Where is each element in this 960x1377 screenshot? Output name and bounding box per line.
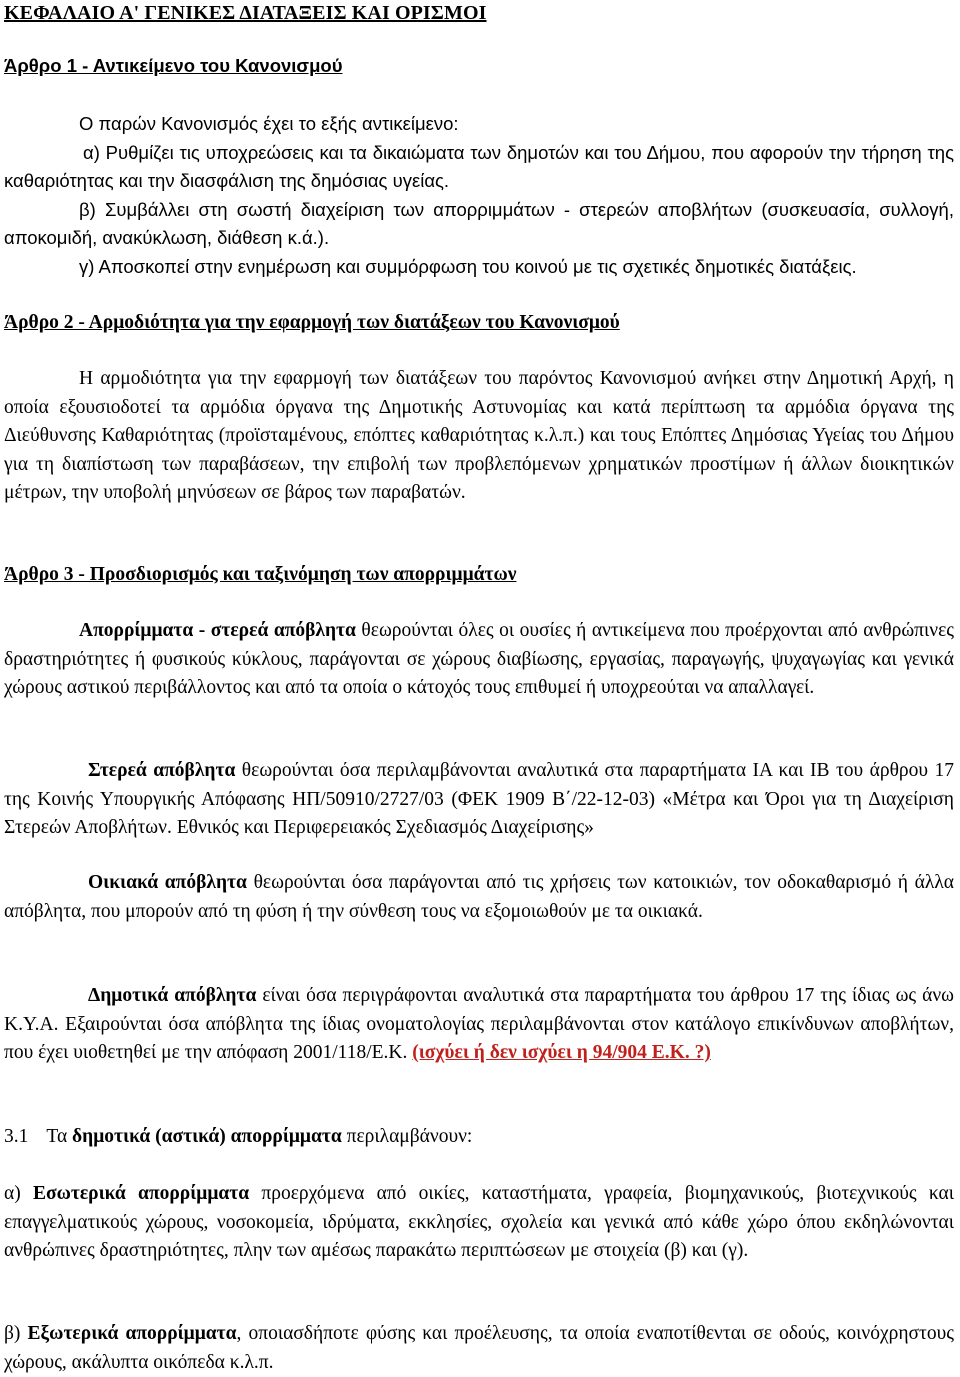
item-internal-waste [4,1180,954,1266]
article-2-body-wrap [4,365,954,508]
item-external-waste [4,1320,954,1377]
definition-municipal-waste-text: είναι όσα περιγράφονται αναλυτικά στα παραρτήματα του άρθρου 17 της ίδιας ως άνω Κ.Υ.Α. Εξαιρούνται όσα απόβλητα της ίδιας ονοματολογίας περιλαμβάνονται στον κατάλογο επικίνδυνων αποβλήτων, που έχει υιοθετηθεί με την απόφαση 2001/118/Ε.Κ. [4,985,954,1064]
definition-solid-waste-paragraph [4,757,954,843]
article-1-item-a: α) Ρυθμίζει τις υποχρεώσεις και τα δικαιώματα των δημοτών και του Δήμου, που αφορούν την τήρηση της καθαριότητας και την διασφάλιση της δημόσιας υγείας. [4,141,954,192]
article-2-heading: Άρθρο 2 - Αρμοδιότητα για την εφαρμογή των διατάξεων του Κανονισμού [4,312,620,333]
section-3-1-term: δημοτικά (αστικά) απορρίμματα [72,1126,342,1147]
article-2 [4,309,954,338]
article-1-item-c: γ) Αποσκοπεί στην ενημέρωση και συμμόρφωση του κοινού με τις σχετικές δημοτικές διατάξεις. [79,255,857,277]
section-3-1-post: περιλαμβάνουν: [341,1126,473,1147]
section-3-1-paragraph [4,1123,954,1152]
definition-household-waste [4,869,954,926]
article-3-heading: Άρθρο 3 - Προσδιορισμός και ταξινόμηση των απορριμμάτων [4,564,517,585]
section-3-1-number: 3.1 [4,1126,29,1147]
chapter-title: ΚΕΦΑΛΑΙΟ Α' ΓΕΝΙΚΕΣ ΔΙΑΤΑΞΕΙΣ ΚΑΙ ΟΡΙΣΜΟΙ [4,2,487,24]
definition-solid-waste [4,757,954,843]
item-internal-waste-text: προερχόμενα από οικίες, καταστήματα, γραφεία, βιομηχανικούς, βιοτεχνικούς και επαγγελματικούς χώρους, νοσοκομεία, ιδρύματα, εκκλησίες, σχολεία και γενικά από κάθε χώρο όπου εκδηλώνονται ανθρώπινες δραστηριότητες, πλην των αμέσως παρακάτω περιπτώσεων με στοιχεία (β) και (γ). [4,1183,954,1262]
definition-household-waste-text: θεωρούνται όσα παράγονται από τις χρήσεις των κατοικιών, τον οδοκαθαρισμό ή άλλα απόβλητα, που μπορούν από τη φύση ή την σύνθεση τους να εξομοιωθούν με τα οικιακά. [4,872,954,922]
definition-solid-waste-text: θεωρούνται όσα περιλαμβάνονται αναλυτικά στα παραρτήματα ΙΑ και ΙΒ του άρθρου 17 της Κοινής Υπουργικής Απόφασης ΗΠ/50910/2727/03 (ΦΕΚ 1909 Β΄/22-12-03) «Μέτρα και Όροι για τη Διαχείριση Στερεών Αποβλήτων. Εθνικός και Περιφερειακός Σχεδιασμός Διαχείρισης» [4,760,954,839]
item-external-waste-prefix: β) [4,1323,28,1344]
definition-waste-text: θεωρούνται όλες οι ουσίες ή αντικείμενα που προέρχονται από ανθρώπινες δραστηριότητες ή φυσικούς κύκλους, παράγονται σε χώρους διαβίωσης, εργασίας, παραγωγής, ψυχαγωγίας και γενικά χώρους αστικού περιβάλλοντος και από τα οποία ο κάτοχός τους επιθυμεί ή υποχρεούται να απαλλαγεί. [4,620,954,699]
definition-household-waste-term: Οικιακά απόβλητα [88,872,247,893]
item-internal-waste-prefix: α) [4,1183,33,1204]
article-1-intro: Ο παρών Κανονισμός έχει το εξής αντικείμενο: [79,113,459,134]
item-internal-waste-paragraph [4,1180,954,1266]
definition-waste [4,617,954,703]
article-1-body [4,110,954,282]
definition-municipal-waste [4,982,954,1068]
definition-household-waste-paragraph [4,869,954,926]
definition-waste-paragraph [4,617,954,703]
definition-waste-term: Απορρίμματα - στερεά απόβλητα [79,620,356,641]
article-1 [4,52,954,81]
item-external-waste-paragraph [4,1320,954,1377]
article-1-item-b: β) Συμβάλλει στη σωστή διαχείριση των απορριμμάτων - στερεών αποβλήτων (συσκευασία, συλλογή, αποκομιδή, ανακύκλωση, διάθεση κ.ά.). [4,198,954,249]
definition-municipal-waste-note: (ισχύει ή δεν ισχύει η 94/904 Ε.Κ. ?) [412,1042,711,1064]
item-external-waste-term: Εξωτερικά απορρίμματα [27,1323,237,1344]
item-external-waste-text: , οποιασδήποτε φύσης και προέλευσης, τα οποία εναποτίθενται σε οδούς, κοινόχρηστους χώρους, ακάλυπτα οικόπεδα κ.λ.π. [4,1323,955,1373]
item-internal-waste-term: Εσωτερικά απορρίμματα [32,1183,250,1204]
definition-municipal-waste-paragraph [4,982,954,1068]
section-3-1 [4,1123,954,1152]
definition-solid-waste-term: Στερεά απόβλητα [88,760,236,781]
article-3 [4,561,954,590]
article-2-body: Η αρμοδιότητα για την εφαρμογή των διατάξεων του παρόντος Κανονισμού ανήκει στην Δημοτική Αρχή, η οποία εξουσιοδοτεί τα αρμόδια όργανα της Δημοτικής Αστυνομίας και κατά περίπτωση τα αρμόδια όργανα της Διεύθυνσης Καθαριότητας (προϊσταμένους, επόπτες καθαριότητας κ.λ.π.) και τους Επόπτες Δημόσιας Υγείας του Δήμου για τη διαπίστωση των παραβάσεων, την επιβολή των προβλεπόμενων χρηματικών προστίμων ή άλλων διοικητικών μέτρων, την υποβολή μηνύσεων σε βάρος των παραβατών. [4,368,954,504]
section-3-1-pre: Τα [46,1126,73,1147]
article-1-heading: Άρθρο 1 - Αντικείμενο του Κανονισμού [4,55,343,76]
definition-municipal-waste-term: Δημοτικά απόβλητα [88,985,257,1006]
